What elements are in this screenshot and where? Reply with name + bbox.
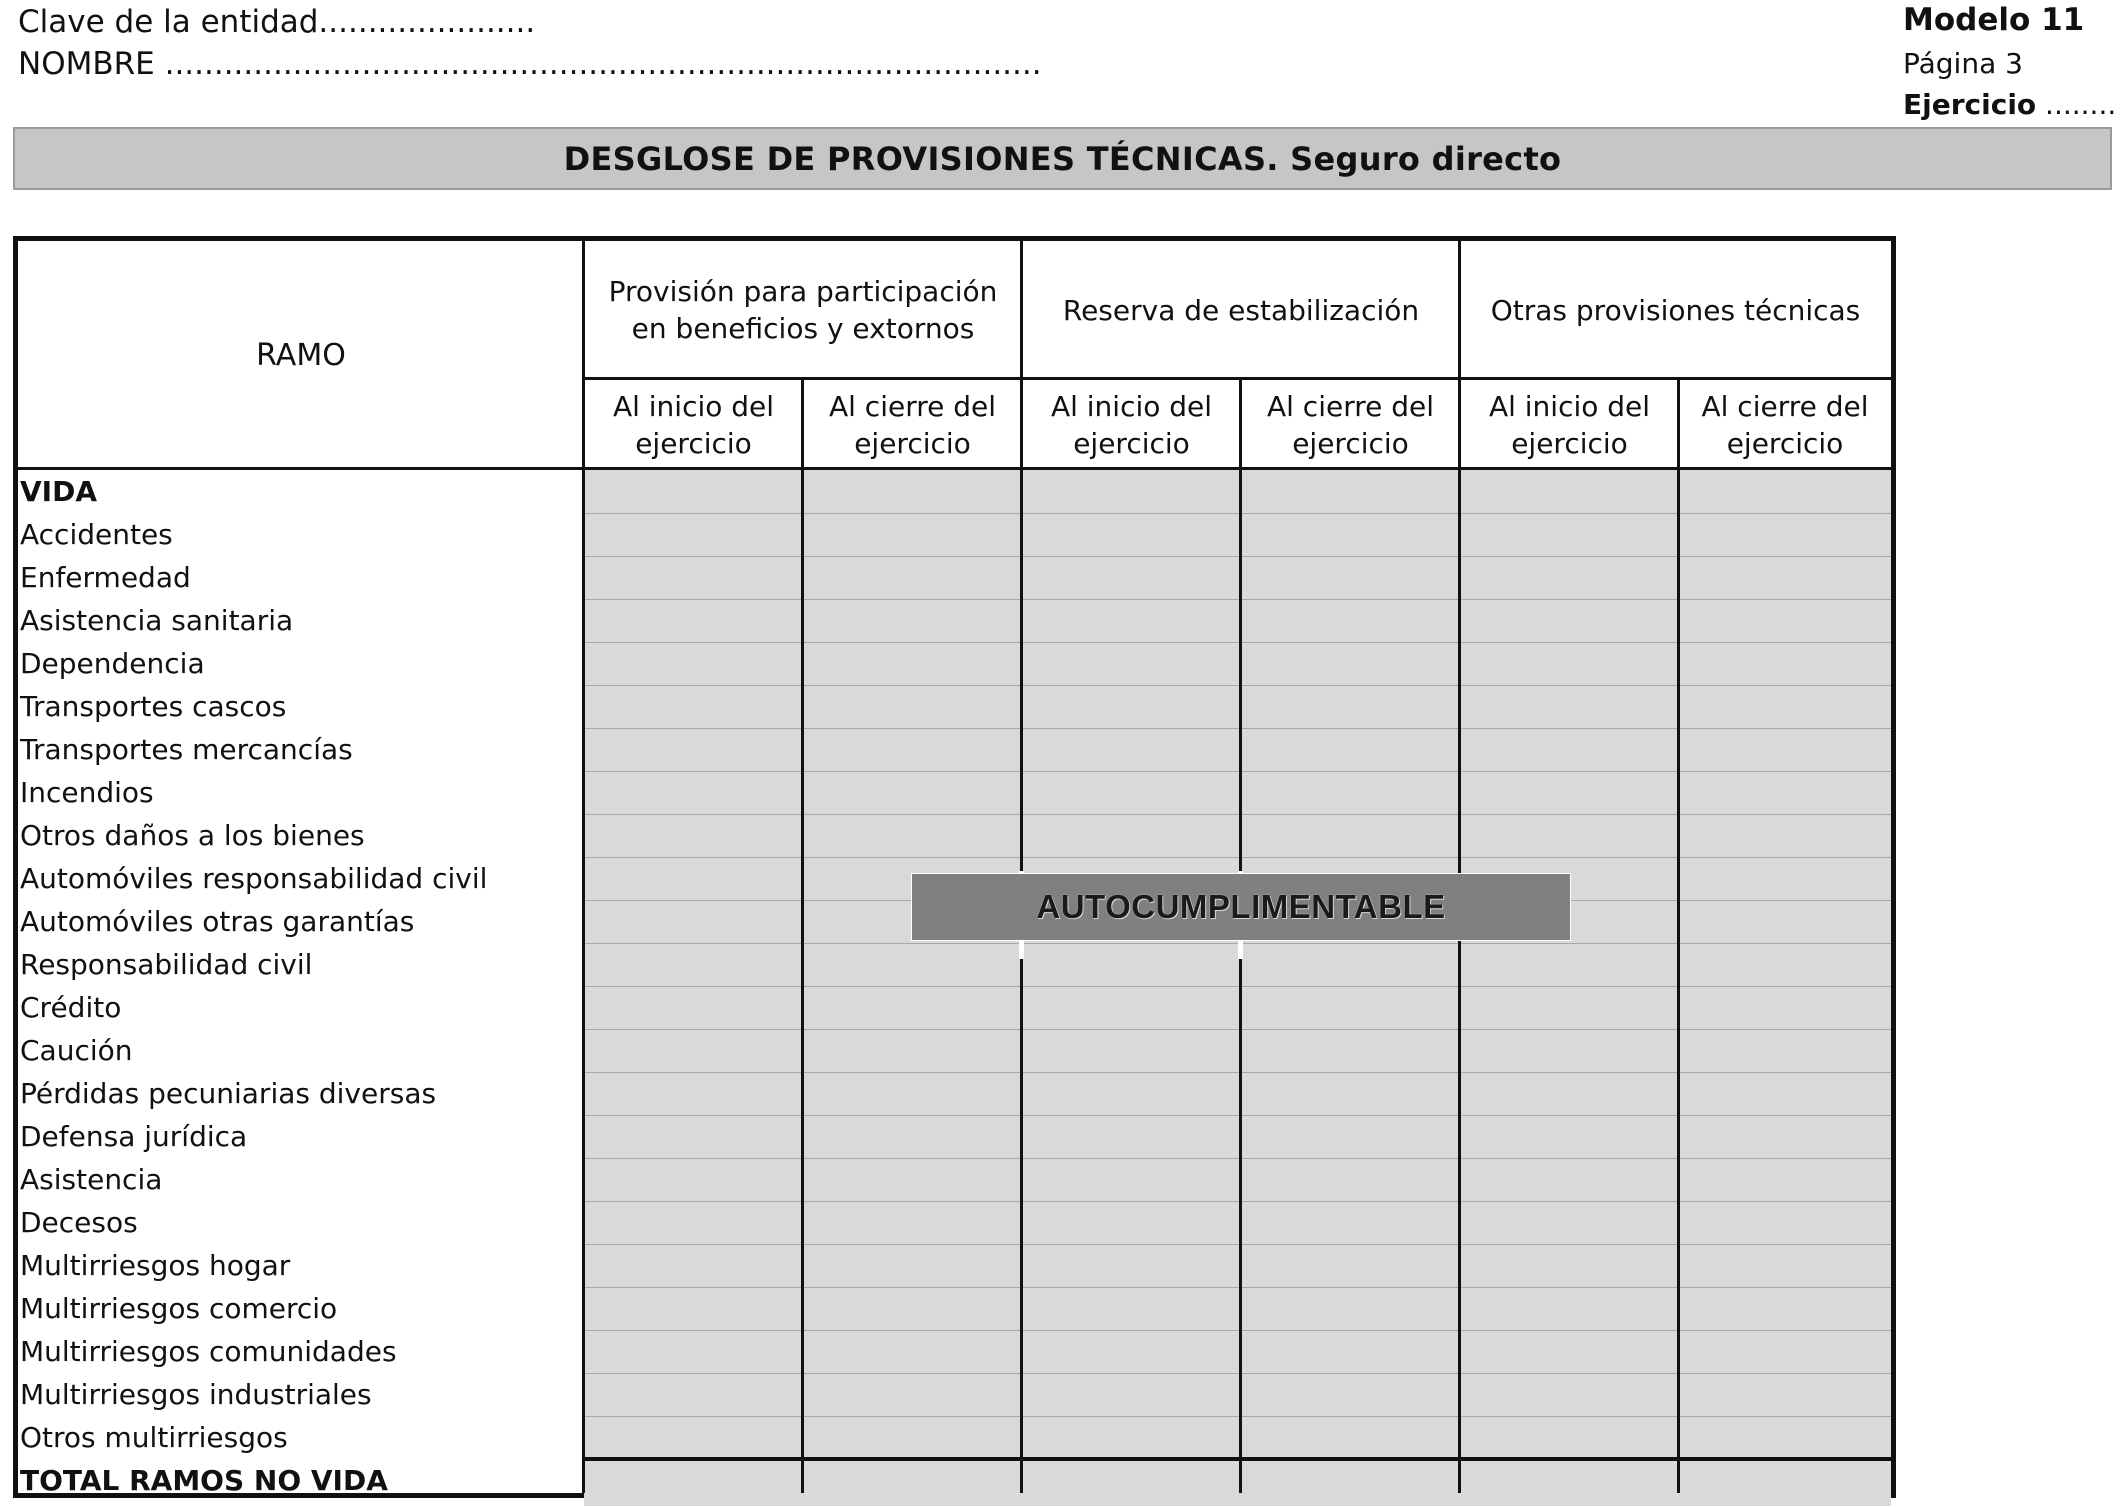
column-divider xyxy=(1677,379,1680,1493)
fiscal-year-label: Ejercicio xyxy=(1903,88,2037,121)
row-label: Asistencia xyxy=(20,1163,163,1196)
group-header-2: Reserva de estabilización xyxy=(1062,293,1420,327)
column-divider xyxy=(1020,241,1023,1493)
model-number: Modelo 11 xyxy=(1903,2,2085,38)
row-label: Automóviles otras garantías xyxy=(20,905,415,938)
row-separator xyxy=(584,1072,1891,1073)
group-header-1: Provisión para participación en beneficios y extornos xyxy=(608,275,998,345)
group-header-3: Otras provisiones técnicas xyxy=(1490,293,1861,327)
data-entry-area xyxy=(584,470,1891,1506)
provisions-table xyxy=(13,236,1896,1498)
row-separator xyxy=(584,1330,1891,1331)
row-label: Automóviles responsabilidad civil xyxy=(20,862,488,895)
row-separator xyxy=(584,771,1891,772)
row-separator xyxy=(584,814,1891,815)
row-label: TOTAL RAMOS NO VIDA xyxy=(20,1464,388,1497)
row-separator xyxy=(584,986,1891,987)
row-separator xyxy=(584,728,1891,729)
row-label: Transportes mercancías xyxy=(20,733,353,766)
row-label: VIDA xyxy=(20,475,97,508)
row-label: Multirriesgos comunidades xyxy=(20,1335,397,1368)
form-title-banner xyxy=(13,127,2112,190)
form-title: DESGLOSE DE PROVISIONES TÉCNICAS. Seguro directo xyxy=(563,139,1562,178)
subheader-4: Al cierre del ejercicio xyxy=(1266,389,1435,460)
subheader-6: Al cierre del ejercicio xyxy=(1701,389,1869,460)
row-separator xyxy=(584,1158,1891,1159)
row-label: Responsabilidad civil xyxy=(20,948,313,981)
row-label: Defensa jurídica xyxy=(20,1120,248,1153)
row-label: Otros daños a los bienes xyxy=(20,819,365,852)
ramo-header: RAMO xyxy=(256,338,346,373)
row-label: Asistencia sanitaria xyxy=(20,604,294,637)
row-label: Incendios xyxy=(20,776,154,809)
autocumplimentable-stamp xyxy=(911,873,1571,941)
page-number: Página 3 xyxy=(1903,47,2023,80)
column-divider xyxy=(801,379,804,1493)
row-label: Accidentes xyxy=(20,518,173,551)
row-separator xyxy=(584,1201,1891,1202)
row-separator xyxy=(584,642,1891,643)
row-separator xyxy=(584,685,1891,686)
autocumplimentable-label: AUTOCUMPLIMENTABLE xyxy=(1036,888,1446,925)
row-label: Multirriesgos industriales xyxy=(20,1378,372,1411)
row-separator xyxy=(584,513,1891,514)
row-label: Multirriesgos hogar xyxy=(20,1249,291,1282)
row-label: Transportes cascos xyxy=(20,690,287,723)
row-label: Multirriesgos comercio xyxy=(20,1292,338,1325)
row-separator xyxy=(584,1287,1891,1288)
row-label: Dependencia xyxy=(20,647,205,680)
overlay-gap xyxy=(1238,941,1243,959)
row-separator xyxy=(584,599,1891,600)
subheader-5: Al inicio del ejercicio xyxy=(1488,389,1651,460)
row-separator xyxy=(584,1244,1891,1245)
row-label: Otros multirriesgos xyxy=(20,1421,288,1454)
subheader-2: Al cierre del ejercicio xyxy=(828,389,997,460)
row-separator xyxy=(584,1029,1891,1030)
row-separator xyxy=(584,1416,1891,1417)
overlay-gap xyxy=(1019,941,1024,959)
row-label: Crédito xyxy=(20,991,122,1024)
row-separator xyxy=(584,556,1891,557)
row-label: Pérdidas pecuniarias diversas xyxy=(20,1077,437,1110)
row-label: Caución xyxy=(20,1034,133,1067)
row-separator xyxy=(584,857,1891,858)
subheader-3: Al inicio del ejercicio xyxy=(1050,389,1213,460)
row-separator xyxy=(584,1373,1891,1374)
fiscal-year-field xyxy=(1903,88,2117,121)
subheader-1: Al inicio del ejercicio xyxy=(612,389,775,460)
fiscal-year-dots: ........ xyxy=(2036,88,2117,121)
column-divider xyxy=(1458,241,1461,1493)
entity-code-label: Clave de la entidad...................... xyxy=(18,4,536,40)
total-row-divider xyxy=(584,1457,1891,1461)
row-label: Decesos xyxy=(20,1206,138,1239)
row-label: Enfermedad xyxy=(20,561,191,594)
row-separator xyxy=(584,1115,1891,1116)
entity-name-label: NOMBRE ......................................................................................... xyxy=(18,46,1042,82)
